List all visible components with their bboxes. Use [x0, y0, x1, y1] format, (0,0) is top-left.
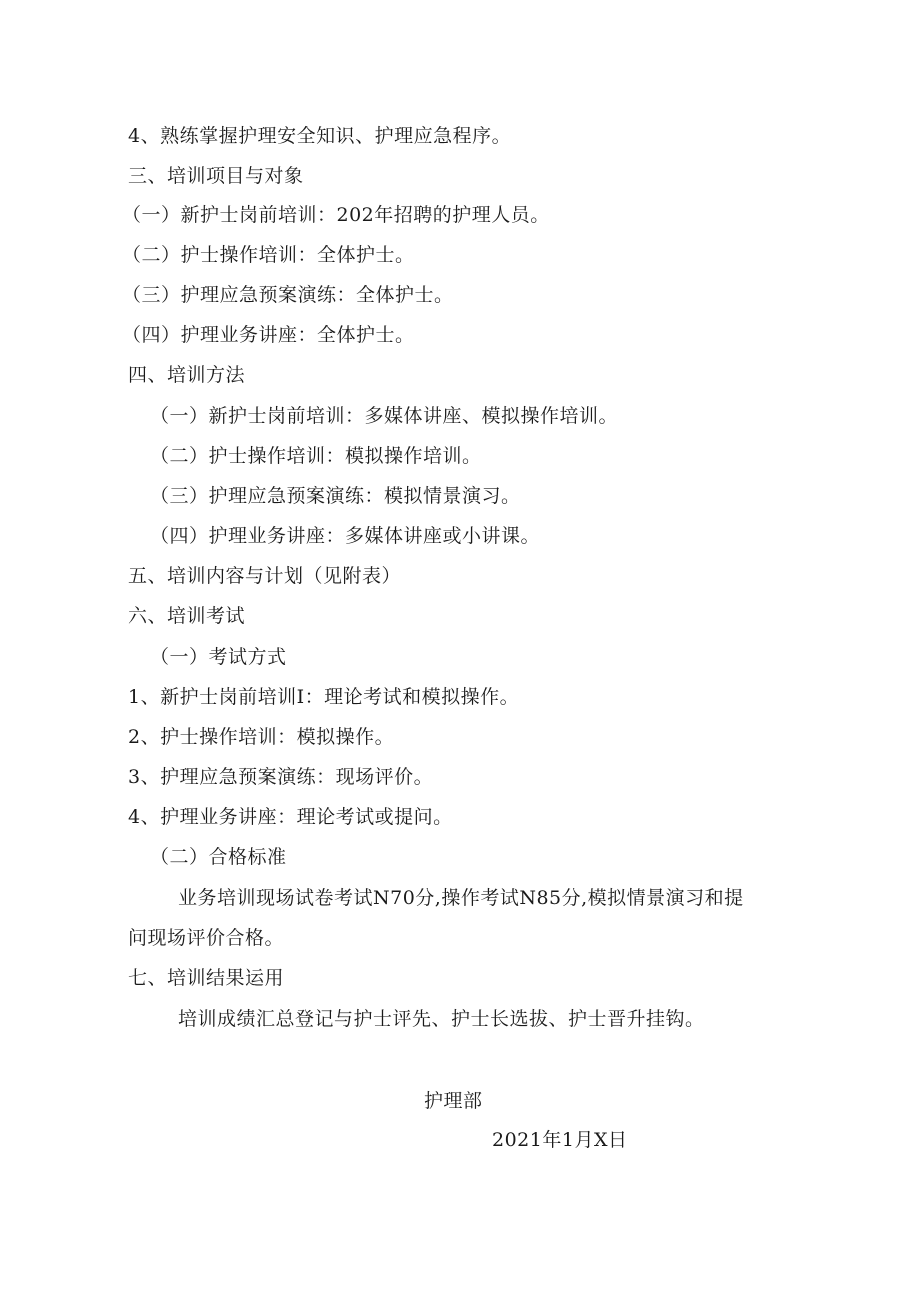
- section-heading: 七、培训结果运用: [128, 967, 285, 989]
- subsection-heading: （一）考试方式: [150, 646, 287, 668]
- list-item: 1、新护士岗前培训I：理论考试和模拟操作。: [128, 686, 520, 708]
- list-item: （二）护士操作培训：全体护士。: [122, 244, 415, 266]
- list-item: 3、护理应急预案演练：现场评价。: [128, 766, 434, 788]
- list-item: 2、护士操作培训：模拟操作。: [128, 726, 395, 748]
- signature-department: 护理部: [424, 1090, 483, 1112]
- list-item: 4、护理业务讲座：理论考试或提问。: [128, 806, 453, 828]
- signature-date: 2021年1月X日: [492, 1129, 628, 1151]
- list-item: （四）护理业务讲座：全体护士。: [122, 324, 415, 346]
- list-item: （三）护理应急预案演练：模拟情景演习。: [150, 485, 521, 507]
- subsection-heading: （二）合格标准: [150, 846, 287, 868]
- list-item: （二）护士操作培训：模拟操作培训。: [150, 445, 482, 467]
- section-heading: 四、培训方法: [128, 364, 246, 386]
- section-heading: 六、培训考试: [128, 605, 246, 627]
- section-heading: 五、培训内容与计划（见附表）: [128, 565, 402, 587]
- list-item: 4、熟练掌握护理安全知识、护理应急程序。: [128, 125, 512, 147]
- paragraph-line: 业务培训现场试卷考试N70分,操作考试N85分,模拟情景演习和提: [178, 887, 744, 909]
- section-heading: 三、培训项目与对象: [128, 165, 304, 187]
- paragraph-line: 培训成绩汇总登记与护士评先、护士长选拔、护士晋升挂钩。: [178, 1008, 705, 1030]
- list-item: （四）护理业务讲座：多媒体讲座或小讲课。: [150, 525, 541, 547]
- list-item: （一）新护士岗前培训：多媒体讲座、模拟操作培训。: [150, 405, 619, 427]
- paragraph-line: 问现场评价合格。: [128, 927, 285, 949]
- list-item: （三）护理应急预案演练：全体护士。: [122, 284, 454, 306]
- list-item: （一）新护士岗前培训：202年招聘的护理人员。: [122, 204, 550, 226]
